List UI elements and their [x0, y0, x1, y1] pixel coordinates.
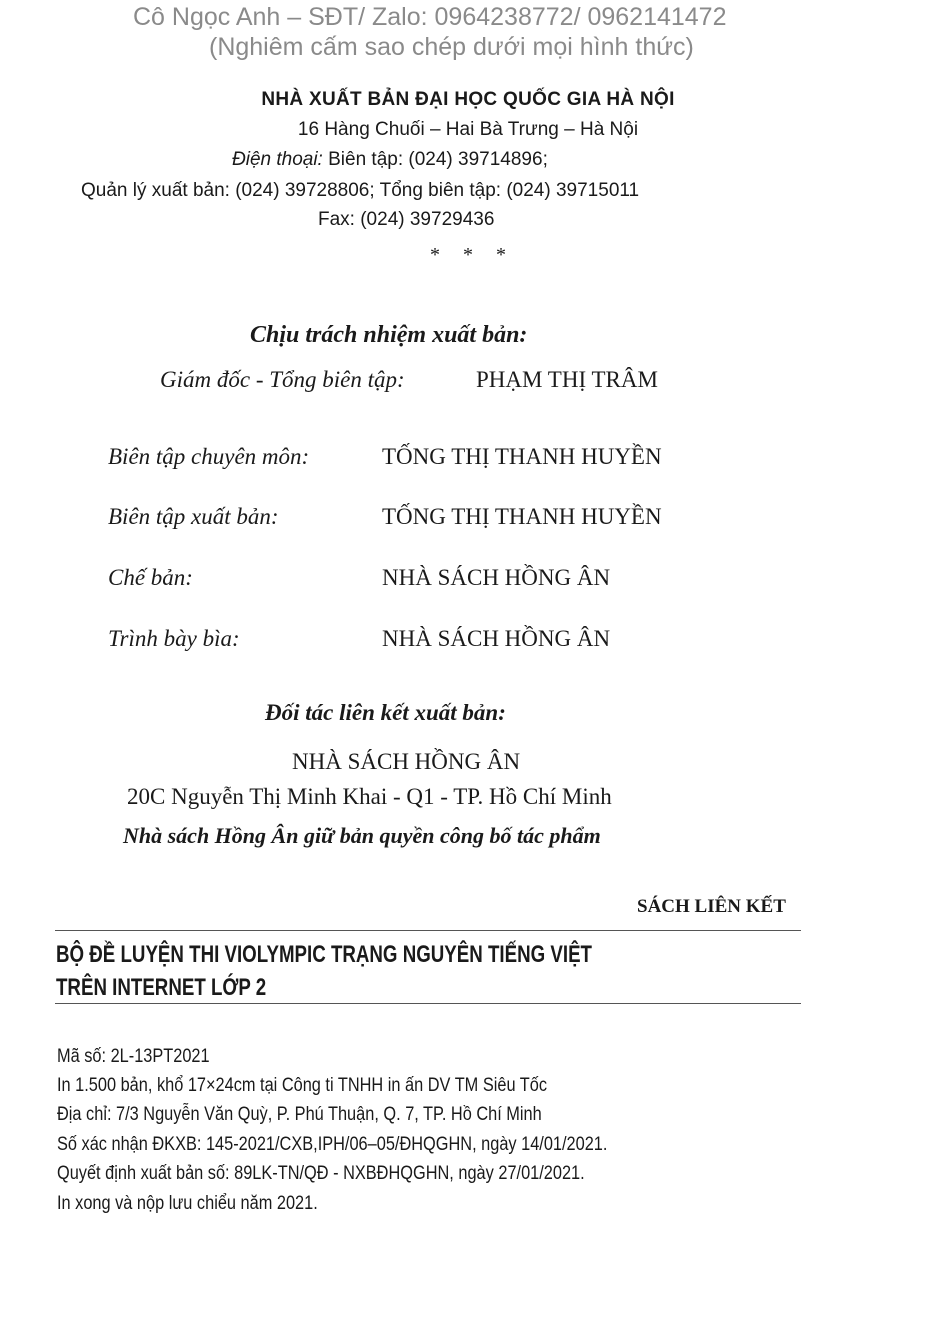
- phone-value: Biên tập: (024) 39714896;: [322, 149, 548, 170]
- publisher-phone: [232, 149, 548, 171]
- print-info-address: Địa chỉ: 7/3 Nguyễn Văn Quỳ, P. Phú Thuận, Q. 7, TP. Hồ Chí Minh: [57, 1104, 542, 1125]
- publisher-address: 16 Hàng Chuối – Hai Bà Trưng – Hà Nội: [297, 119, 639, 140]
- credit-label-typesetting: Chế bản:: [108, 565, 193, 590]
- book-tag: SÁCH LIÊN KẾT: [637, 896, 786, 917]
- print-info-decision: Quyết định xuất bản số: 89LK-TN/QĐ - NXBĐHQGHN, ngày 27/01/2021.: [57, 1163, 585, 1184]
- credit-label-specialist-editor: Biên tập chuyên môn:: [108, 444, 310, 469]
- publisher-fax: Fax: (024) 39729436: [318, 209, 495, 230]
- partner-heading: Đối tác liên kết xuất bản:: [265, 700, 506, 725]
- book-title-line1: BỘ ĐỀ LUYỆN THI VIOLYMPIC TRẠNG NGUYÊN TIẾNG VIỆT: [56, 941, 593, 968]
- divider-top: [55, 930, 801, 931]
- credit-label-cover-design: Trình bày bìa:: [108, 626, 240, 651]
- partner-address: 20C Nguyễn Thị Minh Khai - Q1 - TP. Hồ Chí Minh: [127, 784, 612, 809]
- print-info-code: Mã số: 2L-13PT2021: [57, 1046, 210, 1067]
- responsibility-heading: Chịu trách nhiệm xuất bản:: [250, 322, 528, 348]
- credit-value-publishing-editor: TỐNG THỊ THANH HUYỀN: [382, 504, 662, 529]
- credit-label-publishing-editor: Biên tập xuất bản:: [108, 504, 279, 529]
- watermark-notice: (Nghiêm cấm sao chép dưới mọi hình thức): [209, 33, 694, 61]
- print-info-registration: Số xác nhận ĐKXB: 145-2021/CXB,IPH/06–05/ĐHQGHN, ngày 14/01/2021.: [57, 1134, 608, 1155]
- director-name: PHẠM THỊ TRÂM: [476, 367, 658, 392]
- director-label: Giám đốc - Tổng biên tập:: [160, 367, 405, 392]
- credit-value-specialist-editor: TỐNG THỊ THANH HUYỀN: [382, 444, 662, 469]
- partner-name: NHÀ SÁCH HỒNG ÂN: [292, 749, 521, 774]
- credit-value-cover-design: NHÀ SÁCH HỒNG ÂN: [382, 626, 611, 651]
- credit-value-typesetting: NHÀ SÁCH HỒNG ÂN: [382, 565, 611, 590]
- watermark-contact: Cô Ngọc Anh – SĐT/ Zalo: 0964238772/ 0962141472: [133, 3, 727, 31]
- book-title-line2: TRÊN INTERNET LỚP 2: [56, 974, 267, 1001]
- divider-bottom: [55, 1003, 801, 1004]
- publisher-name: NHÀ XUẤT BẢN ĐẠI HỌC QUỐC GIA HÀ NỘI: [261, 89, 675, 110]
- separator-stars: * * *: [430, 244, 506, 266]
- print-info-deposit: In xong và nộp lưu chiểu năm 2021.: [57, 1193, 318, 1214]
- print-info-run: In 1.500 bản, khổ 17×24cm tại Công ti TNHH in ấn DV TM Siêu Tốc: [57, 1075, 548, 1096]
- partner-copyright: Nhà sách Hồng Ân giữ bản quyền công bố tác phẩm: [123, 823, 601, 848]
- publisher-management-phones: Quản lý xuất bản: (024) 39728806; Tổng biên tập: (024) 39715011: [81, 180, 640, 201]
- phone-label: Điện thoại:: [232, 149, 323, 170]
